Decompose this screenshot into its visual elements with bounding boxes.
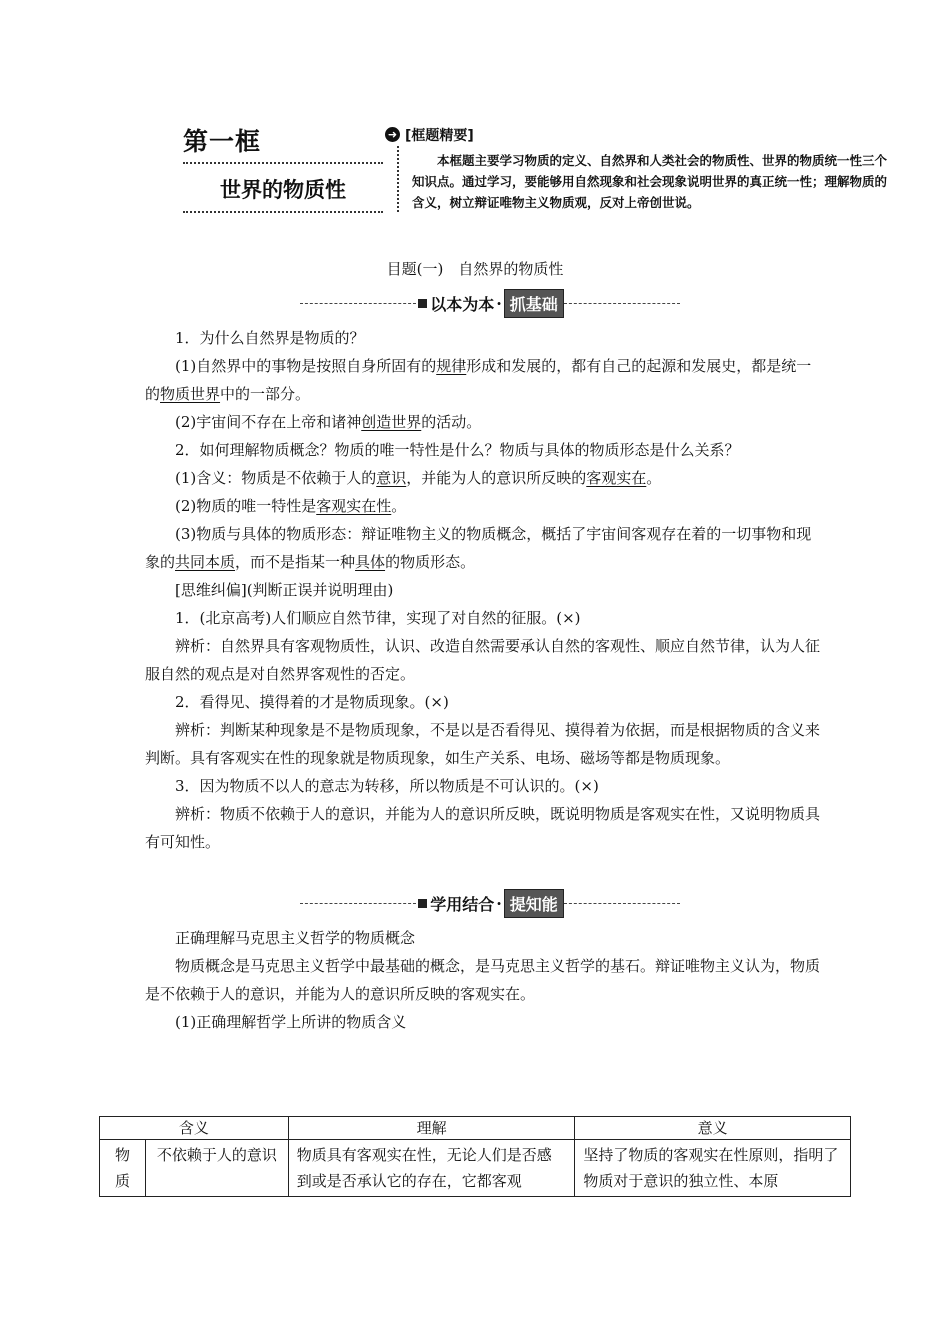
banner-chip: 抓基础: [504, 289, 564, 318]
table-header-cell: 理解: [288, 1117, 575, 1140]
table-cell-understanding: 物质具有客观实在性，无论人们是否感到或是否承认它的存在，它都客观: [288, 1140, 575, 1197]
basics-content: [145, 324, 825, 856]
thinking-statement: 3．因为物质不以人的意志为转移，所以物质是不可认识的。(×): [175, 777, 599, 795]
header-divider: [183, 211, 383, 213]
table-cell-significance: 坚持了物质的客观实在性原则，指明了物质对于意识的独立性、本原: [575, 1140, 851, 1197]
table-header-cell: 含义: [100, 1117, 289, 1140]
banner-dash: [300, 303, 416, 304]
square-bullet-icon: [418, 299, 427, 308]
apply-heading: 正确理解马克思主义哲学的物质概念: [175, 929, 416, 947]
question-2: 2．如何理解物质概念？物质的唯一特性是什么？物质与具体的物质形态是什么关系？: [175, 441, 740, 459]
banner-dash: [300, 903, 416, 904]
summary-text: 本框题主要学习物质的定义、自然界和人类社会的物质性、世界的物质统一性三个知识点。通过学习，要能够用自然现象和社会现象说明世界的真正统一性；理解物质的含义，树立辩证唯物主义物质观，反对上帝创世说。: [412, 153, 888, 210]
table-cell-aspect: 不依赖于人的意识: [145, 1140, 288, 1197]
key-term: 规律: [436, 357, 467, 375]
arrow-right-icon: ➜: [385, 127, 400, 142]
key-term: 共同本质: [175, 553, 236, 571]
answer-2-1: (1)含义：物质是不依赖于人的意识，并能为人的意识所反映的客观实在。: [175, 469, 662, 487]
answer-1-2: (2)宇宙间不存在上帝和诸神创造世界的活动。: [175, 413, 482, 431]
thinking-heading: [思维纠偏](判断正误并说明理由): [175, 581, 394, 599]
answer-1-1: (1)自然界中的事物是按照自身所固有的规律形成和发展的，都有自己的起源和发展史，都是统一的物质世界中的一部分。: [145, 357, 812, 403]
banner-dash: [564, 903, 680, 904]
table-cell-term: 物质: [100, 1140, 146, 1197]
banner-chip: 提知能: [504, 889, 564, 918]
thinking-statement: 2．看得见、摸得着的才是物质现象。(×): [175, 693, 449, 711]
apply-subheading: (1)正确理解哲学上所讲的物质含义: [175, 1013, 407, 1031]
key-term: 客观实在性: [316, 497, 392, 515]
thinking-analysis: 辨析：物质不依赖于人的意识，并能为人的意识所反映，既说明物质是客观实在性，又说明物质具有可知性。: [145, 805, 821, 851]
apply-content: [145, 924, 825, 1036]
apply-paragraph: 物质概念是马克思主义哲学中最基础的概念，是马克思主义哲学的基石。辩证唯物主义认为，物质是不依赖于人的意识，并能为人的意识所反映的客观实在。: [145, 957, 821, 1003]
thinking-statement: 1．(北京高考)人们顺应自然节律，实现了对自然的征服。(×): [175, 609, 581, 627]
key-term: 具体: [355, 553, 386, 571]
section-banner-apply: [300, 889, 680, 917]
banner-dash: [564, 303, 680, 304]
thinking-analysis: 辨析：自然界具有客观物质性，认识、改造自然需要承认自然的客观性、顺应自然节律，认为人征服自然的观点是对自然界客观性的否定。: [145, 637, 821, 683]
meaning-table: [99, 1116, 851, 1197]
banner-dot: ·: [496, 893, 502, 913]
header-divider: [183, 162, 383, 164]
key-term: 物质世界: [160, 385, 221, 403]
banner-dot: ·: [496, 293, 502, 313]
question-1: 1．为什么自然界是物质的？: [175, 329, 365, 347]
thinking-analysis: 辨析：判断某种现象是不是物质现象，不是以是否看得见、摸得着为依据，而是根据物质的含义来判断。具有客观实在性的现象就是物质现象，如生产关系、电场、磁场等都是物质现象。: [145, 721, 821, 767]
key-term: 意识: [376, 469, 407, 487]
square-bullet-icon: [418, 899, 427, 908]
section-banner-basics: [300, 289, 680, 317]
summary-label: [框题精要]: [405, 128, 474, 144]
topic-heading: 目题(一) 自然界的物质性: [386, 260, 564, 278]
table-row: [100, 1140, 851, 1197]
banner-label: 以本为本: [430, 294, 495, 314]
summary-divider: [397, 146, 399, 212]
key-term: 创造世界: [361, 413, 422, 431]
lesson-title: 世界的物质性: [220, 178, 346, 202]
answer-2-2: (2)物质的唯一特性是客观实在性。: [175, 497, 407, 515]
lesson-number: 第一框: [183, 127, 262, 156]
answer-2-3: (3)物质与具体的物质形态：辩证唯物主义的物质概念，概括了宇宙间客观存在着的一切事物和现象的共同本质，而不是指某一种具体的物质形态。: [145, 525, 812, 571]
banner-label: 学用结合: [430, 894, 495, 914]
table-header-cell: 意义: [575, 1117, 851, 1140]
key-term: 客观实在: [586, 469, 647, 487]
table-header-row: [100, 1117, 851, 1140]
